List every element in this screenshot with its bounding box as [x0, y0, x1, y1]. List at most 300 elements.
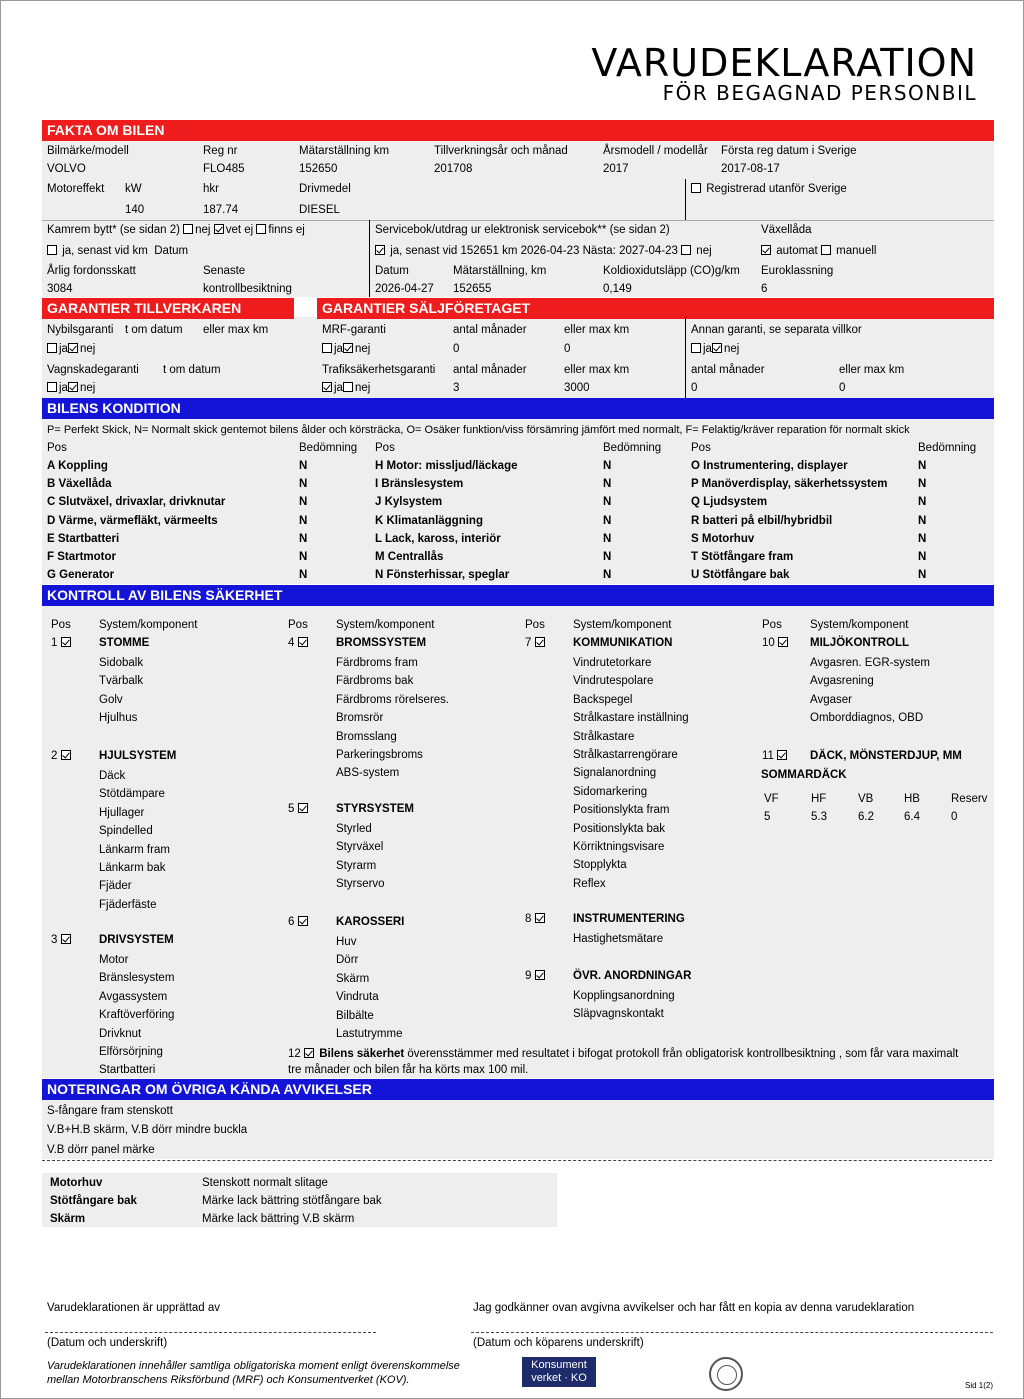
label-ellermax: eller max km	[564, 324, 630, 336]
safety-pos-number: 8	[525, 913, 532, 925]
value-model: VOLVO	[47, 163, 86, 175]
kondition-legend: P= Perfekt Skick, N= Normalt skick gentemot bilens ålder och körsträcka, O= Osäker funktion/viss försämring jämfört med normalt, F= Felaktig/kräver reparation för normalt skick	[47, 424, 910, 436]
condition-item: T Stötfångare fram	[691, 551, 794, 563]
sys-label: System/komponent	[573, 619, 672, 631]
signature-line-seller[interactable]	[45, 1332, 376, 1333]
value-arsmodell: 2017	[603, 163, 629, 175]
konsumentverket-logo	[522, 1357, 596, 1387]
value-co2: 0,149	[603, 283, 632, 295]
condition-value: N	[603, 496, 612, 508]
service-row	[375, 244, 712, 258]
safety-pos-number: 9	[525, 970, 532, 982]
safety-pos	[51, 933, 73, 947]
label-servicebok: Servicebok/utdrag ur elektronisk servicebok** (se sidan 2)	[375, 224, 670, 236]
condition-item: B Växellåda	[47, 478, 112, 490]
doc-subtitle: FÖR BEGAGNAD PERSONBIL	[662, 81, 977, 105]
label-nybil: Nybilsgaranti	[47, 324, 114, 336]
nybil-ja-checkbox[interactable]	[47, 343, 57, 353]
safety-component: Avgasren. EGR-system	[810, 657, 930, 669]
label-reg: Reg nr	[203, 145, 238, 157]
label-tom: t om datum	[125, 324, 183, 336]
condition-value: N	[299, 569, 308, 581]
safety-component: Hjullager	[99, 807, 145, 819]
condition-item: D Värme, värmefläkt, värmeelts	[47, 515, 218, 527]
safety-component: Bilbälte	[336, 1010, 374, 1022]
manuell-label: manuell	[836, 245, 877, 257]
safety-component: Parkeringsbroms	[336, 749, 423, 761]
safety-component: Strålkastare inställning	[573, 712, 689, 724]
safety-component: Färdbroms rörelseres.	[336, 694, 450, 706]
p12-text2: tre månader och bilen får ha körts max 100 mil.	[288, 1064, 529, 1076]
mrf-seal-icon	[709, 1357, 743, 1391]
safety-group-title: BROMSSYSTEM	[336, 637, 427, 649]
safety-component: Motor	[99, 954, 129, 966]
value-hkr: 187.74	[203, 204, 239, 216]
pos-label: Pos	[47, 442, 67, 454]
label-effekt: Motoreffekt	[47, 183, 105, 195]
sommar-label: SOMMARDÄCK	[761, 769, 847, 781]
page-number: Sid 1(2)	[965, 1381, 994, 1390]
value-mrf-km: 0	[564, 343, 571, 355]
safety-pos-number: 1	[51, 637, 58, 649]
value-annan-man: 0	[691, 382, 698, 394]
safety-component: Styrled	[336, 823, 372, 835]
service-ja-checkbox[interactable]	[375, 245, 385, 255]
label-model: Bilmärke/modell	[47, 145, 129, 157]
p12-checkbox[interactable]	[304, 1048, 314, 1058]
mrf-checkboxes	[322, 342, 370, 356]
safety-component: ABS-system	[336, 767, 400, 779]
condition-value: N	[299, 533, 308, 545]
tyre-value: 6.2	[858, 811, 874, 823]
safety-component: Vindruta	[336, 991, 379, 1003]
safety-pos-number: 4	[288, 637, 295, 649]
value-km2: 152655	[453, 283, 492, 295]
label-ellermax: eller max km	[564, 364, 630, 376]
sys-label: System/komponent	[99, 619, 198, 631]
safety-component: Bromsslang	[336, 731, 397, 743]
kamrem-row	[47, 223, 305, 237]
condition-value: N	[299, 496, 308, 508]
noteringar-header: NOTERINGAR OM ÖVRIGA KÄNDA AVVIKELSER	[42, 1079, 994, 1100]
label-drivmedel: Drivmedel	[299, 183, 351, 195]
safety-pos-number: 7	[525, 637, 532, 649]
safety-component: Fjäder	[99, 880, 132, 892]
condition-item: P Manöverdisplay, säkerhetssystem	[691, 478, 888, 490]
label-tom2: t om datum	[163, 364, 221, 376]
safety-component: Tvärbalk	[99, 675, 144, 687]
kamrem-vetej-label: vet ej	[225, 224, 254, 236]
garanti-salj-header: GARANTIER SÄLJFÖRETAGET	[317, 298, 994, 319]
safety-component: Drivknut	[99, 1028, 142, 1040]
safety-checkbox[interactable]	[778, 637, 788, 647]
bed-label: Bedömning	[603, 442, 662, 454]
bed-label: Bedömning	[299, 442, 358, 454]
pos-label: Pos	[375, 442, 395, 454]
safety-pos	[51, 749, 73, 763]
kamrem-vetej-checkbox[interactable]	[214, 224, 224, 234]
divider	[685, 179, 686, 220]
safety-pos	[525, 969, 547, 983]
value-kw: 140	[125, 204, 145, 216]
safety-pos	[525, 912, 547, 926]
safety-group-title: ÖVR. ANORDNINGAR	[573, 970, 692, 982]
utanfor-label: Registrerad utanför Sverige	[706, 183, 847, 195]
condition-value: N	[918, 551, 927, 563]
safety-group-title: DÄCK, MÖNSTERDJUP, MM	[810, 750, 962, 762]
condition-item: A Koppling	[47, 460, 108, 472]
safety-component: Golv	[99, 694, 123, 706]
tyre-value: 6.4	[904, 811, 920, 823]
label-tillv: Tillverkningsår och månad	[434, 145, 568, 157]
safety-pos	[762, 636, 790, 650]
pos-label: Pos	[288, 619, 308, 631]
safety-component: Startbatteri	[99, 1064, 156, 1076]
safety-pos	[288, 802, 310, 816]
condition-value: N	[603, 515, 612, 527]
kamrem-datum-label: Datum	[154, 245, 189, 257]
safety-pos	[51, 636, 73, 650]
note-row-text: Stenskott normalt slitage	[202, 1177, 328, 1189]
label-euro: Euroklassning	[761, 265, 834, 277]
p12-row	[288, 1047, 958, 1061]
condition-item: N Fönsterhissar, speglar	[375, 569, 510, 581]
safety-component: Positionslykta bak	[573, 823, 666, 835]
nej-label: nej	[723, 343, 740, 355]
condition-item: F Startmotor	[47, 551, 116, 563]
value-reg: FLO485	[203, 163, 245, 175]
vagn-ja-checkbox[interactable]	[47, 382, 57, 392]
nej-label: nej	[79, 382, 96, 394]
safety-pos-number: 6	[288, 916, 295, 928]
safety-checkbox[interactable]	[535, 970, 545, 980]
condition-value: N	[918, 496, 927, 508]
condition-value: N	[603, 533, 612, 545]
safety-checkbox[interactable]	[298, 637, 308, 647]
label-datum2: Datum	[375, 265, 409, 277]
safety-component: Avgasrening	[810, 675, 874, 687]
p12-bold: Bilens säkerhet	[319, 1048, 405, 1060]
condition-value: N	[918, 478, 927, 490]
nej-label: nej	[354, 343, 371, 355]
safety-pos	[288, 915, 310, 929]
value-forsta: 2017-08-17	[721, 163, 780, 175]
kamrem-finnsej-checkbox[interactable]	[256, 224, 266, 234]
safety-component: Kraftöverföring	[99, 1009, 175, 1021]
value-annan-km: 0	[839, 382, 846, 394]
automat-label: automat	[776, 245, 818, 257]
safety-component: Släpvagnskontakt	[573, 1008, 664, 1020]
condition-item: H Motor: missljud/läckage	[375, 460, 518, 472]
safety-component: Hastighetsmätare	[573, 933, 664, 945]
sign2-label: (Datum och köparens underskrift)	[473, 1337, 644, 1349]
vagn-nej-checkbox[interactable]	[68, 382, 78, 392]
kamrem-nej-label: nej	[195, 224, 211, 236]
safety-component: Strålkastare	[573, 731, 635, 743]
tyre-value: 0	[951, 811, 958, 823]
label-ellermax2: eller max km	[839, 364, 905, 376]
label-kw: kW	[125, 183, 142, 195]
label-vagn: Vagnskadegaranti	[47, 364, 139, 376]
ja-label: ja	[59, 343, 68, 355]
note-row-label: Motorhuv	[50, 1177, 103, 1189]
safety-group-title: STYRSYSTEM	[336, 803, 414, 815]
condition-item: R batteri på elbil/hybridbil	[691, 515, 833, 527]
value-trafik-km: 3000	[564, 382, 590, 394]
label-km: Mätarställning km	[299, 145, 390, 157]
label-co2: Koldioxidutsläpp (CO)g/km	[603, 265, 740, 277]
label-antal: antal månader	[453, 324, 527, 336]
safety-component: Vindrutespolare	[573, 675, 654, 687]
pos-label: Pos	[525, 619, 545, 631]
value-trafik-man: 3	[453, 382, 460, 394]
note-line: V.B dörr panel märke	[47, 1144, 155, 1156]
label-mrf: MRF-garanti	[322, 324, 386, 336]
safety-pos	[288, 636, 310, 650]
nybil-nej-checkbox[interactable]	[68, 343, 78, 353]
disclaimer: mellan Motorbranschens Riksförbund (MRF) och Konsumentverket (KOV).	[47, 1374, 410, 1386]
safety-component: Däck	[99, 770, 126, 782]
kondition-header: BILENS KONDITION	[42, 398, 994, 419]
safety-group-title: HJULSYSTEM	[99, 750, 177, 762]
automat-checkbox[interactable]	[761, 245, 771, 255]
safety-component: Elförsörjning	[99, 1046, 163, 1058]
label-forsta: Första reg datum i Sverige	[721, 145, 857, 157]
row-divider	[42, 220, 994, 221]
mrf-nej-checkbox[interactable]	[343, 343, 353, 353]
safety-checkbox[interactable]	[61, 750, 71, 760]
safety-component: Styrservo	[336, 878, 385, 890]
safety-component: Avgaser	[810, 694, 852, 706]
divider	[369, 220, 370, 297]
condition-value: N	[918, 460, 927, 472]
sys-label: System/komponent	[336, 619, 435, 631]
garanti-tillv-header: GARANTIER TILLVERKAREN	[42, 298, 294, 319]
sys-label: System/komponent	[810, 619, 909, 631]
safety-checkbox[interactable]	[777, 750, 787, 760]
label-skatt: Årlig fordonsskatt	[47, 265, 136, 277]
kamrem-ja-label: ja, senast vid km	[62, 245, 148, 257]
note-line: V.B+H.B skärm, V.B dörr mindre buckla	[47, 1124, 248, 1136]
tyre-head: Reserv	[951, 793, 988, 805]
safety-group-title: DRIVSYSTEM	[99, 934, 174, 946]
tyre-value: 5	[764, 811, 771, 823]
safety-component: Omborddiagnos, OBD	[810, 712, 924, 724]
condition-item: L Lack, kaross, interiör	[375, 533, 501, 545]
safety-component: Strålkastarrengörare	[573, 749, 678, 761]
safety-checkbox[interactable]	[535, 637, 545, 647]
kamrem-finnsej-label: finns ej	[268, 224, 305, 236]
safety-component: Sidobalk	[99, 657, 144, 669]
trafik-ja-checkbox[interactable]	[322, 382, 332, 392]
pos-label: Pos	[51, 619, 71, 631]
condition-item: S Motorhuv	[691, 533, 755, 545]
kamrem-label: Kamrem bytt* (se sidan 2)	[47, 224, 180, 236]
safety-pos-number: 3	[51, 934, 58, 946]
safety-component: Fjäderfäste	[99, 899, 157, 911]
pos-label: Pos	[762, 619, 782, 631]
value-mrf-man: 0	[453, 343, 460, 355]
safety-component: Reflex	[573, 878, 606, 890]
condition-value: N	[299, 551, 308, 563]
note-separator	[42, 1160, 992, 1161]
ja-label: ja	[703, 343, 712, 355]
safety-component: Bränslesystem	[99, 972, 175, 984]
kamrem-ja-row	[47, 244, 188, 258]
condition-value: N	[603, 551, 612, 563]
value-tillv: 201708	[434, 163, 473, 175]
upprattad-label: Varudeklarationen är upprättad av	[47, 1302, 221, 1314]
safety-checkbox[interactable]	[298, 803, 308, 813]
condition-item: G Generator	[47, 569, 115, 581]
note-line: S-fångare fram stenskott	[47, 1105, 173, 1117]
safety-checkbox[interactable]	[535, 913, 545, 923]
note-row-text: Märke lack bättring V.B skärm	[202, 1213, 355, 1225]
label-antal2: antal månader	[691, 364, 765, 376]
condition-item: M Centrallås	[375, 551, 444, 563]
safety-component: Backspegel	[573, 694, 633, 706]
value-drivmedel: DIESEL	[299, 204, 340, 216]
label-vaxel: Växellåda	[761, 224, 812, 236]
doc-title: VARUDEKLARATION	[591, 41, 977, 85]
label-km2: Mätarställning, km	[453, 265, 547, 277]
sign1-label: (Datum och underskrift)	[47, 1337, 168, 1349]
value-km: 152650	[299, 163, 338, 175]
ja-label: ja	[334, 343, 343, 355]
checkbox-icon[interactable]	[691, 183, 701, 193]
safety-component: Länkarm bak	[99, 862, 166, 874]
tyre-head: HF	[811, 793, 827, 805]
manuell-checkbox[interactable]	[821, 245, 831, 255]
safety-component: Sidomarkering	[573, 786, 648, 798]
safety-component: Färdbroms fram	[336, 657, 418, 669]
ja-label: ja	[334, 382, 343, 394]
service-nej-checkbox[interactable]	[681, 245, 691, 255]
safety-component: Kopplingsanordning	[573, 990, 675, 1002]
annan-nej-checkbox[interactable]	[712, 343, 722, 353]
mrf-ja-checkbox[interactable]	[322, 343, 332, 353]
condition-item: C Slutväxel, drivaxlar, drivknutar	[47, 496, 226, 508]
safety-group-title: INSTRUMENTERING	[573, 913, 685, 925]
safety-component: Hjulhus	[99, 712, 138, 724]
condition-item: Q Ljudsystem	[691, 496, 768, 508]
divider	[685, 317, 686, 398]
safety-group-title: MILJÖKONTROLL	[810, 637, 910, 649]
vaxel-row	[761, 244, 876, 258]
vagn-checkboxes	[47, 381, 95, 395]
value-datum2: 2026-04-27	[375, 283, 434, 295]
note-row-text: Märke lack bättring stötfångare bak	[202, 1195, 382, 1207]
p12-num: 12	[288, 1048, 301, 1060]
trafik-nej-checkbox[interactable]	[343, 382, 353, 392]
condition-value: N	[299, 478, 308, 490]
label-hkr: hkr	[203, 183, 219, 195]
sakerhet-header: KONTROLL AV BILENS SÄKERHET	[42, 585, 994, 606]
condition-value: N	[918, 569, 927, 581]
kamrem-nej-checkbox[interactable]	[183, 224, 193, 234]
tyre-head: HB	[904, 793, 920, 805]
safety-component: Huv	[336, 936, 357, 948]
label-kontroll: kontrollbesiktning	[203, 283, 292, 295]
safety-component: Positionslykta fram	[573, 804, 670, 816]
condition-value: N	[299, 515, 308, 527]
label-senaste: Senaste	[203, 265, 246, 277]
bed-label: Bedömning	[918, 442, 977, 454]
safety-component: Stopplykta	[573, 859, 627, 871]
safety-checkbox[interactable]	[61, 934, 71, 944]
note-row-label: Skärm	[50, 1213, 86, 1225]
condition-item: K Klimatanläggning	[375, 515, 483, 527]
safety-pos-number: 5	[288, 803, 295, 815]
nej-label: nej	[79, 343, 96, 355]
safety-component: Styrarm	[336, 860, 377, 872]
condition-item: E Startbatteri	[47, 533, 120, 545]
ja-label: ja	[59, 382, 68, 394]
utanfor-checkbox-row[interactable]	[691, 182, 847, 196]
signature-line-buyer[interactable]	[471, 1332, 993, 1333]
safety-component: Körriktningsvisare	[573, 841, 665, 853]
safety-component: Styrväxel	[336, 841, 384, 853]
safety-component: Signalanordning	[573, 767, 657, 779]
safety-group-title: KAROSSERI	[336, 916, 405, 928]
condition-item: U Stötfångare bak	[691, 569, 790, 581]
safety-group-title: KOMMUNIKATION	[573, 637, 673, 649]
logo-line: verket · KO	[531, 1372, 587, 1384]
p12-text: överensstämmer med resultatet i bifogat protokoll från obligatorisk kontrollbesiktning , som får vara maximalt	[404, 1048, 959, 1060]
value-skatt: 3084	[47, 283, 73, 295]
condition-value: N	[603, 460, 612, 472]
safety-component: Skärm	[336, 973, 370, 985]
nej-label: nej	[354, 382, 371, 394]
condition-value: N	[918, 533, 927, 545]
annan-ja-checkbox[interactable]	[691, 343, 701, 353]
safety-component: Stötdämpare	[99, 788, 165, 800]
safety-pos-number: 10	[762, 637, 775, 649]
tyre-value: 5.3	[811, 811, 827, 823]
condition-value: N	[299, 460, 308, 472]
safety-component: Vindrutetorkare	[573, 657, 652, 669]
pos-label: Pos	[691, 442, 711, 454]
safety-component: Lastutrymme	[336, 1028, 403, 1040]
safety-checkbox[interactable]	[298, 916, 308, 926]
tyre-head: VF	[764, 793, 779, 805]
safety-component: Länkarm fram	[99, 844, 170, 856]
note-row-label: Stötfångare bak	[50, 1195, 137, 1207]
safety-component: Bromsrör	[336, 712, 384, 724]
fakta-header: FAKTA OM BILEN	[42, 120, 994, 141]
disclaimer: Varudeklarationen innehåller samtliga obligatoriska moment enligt överenskommelse	[47, 1360, 460, 1372]
tyre-head: VB	[858, 793, 874, 805]
trafik-checkboxes	[322, 381, 370, 395]
condition-item: O Instrumentering, displayer	[691, 460, 848, 472]
label-arsmodell: Årsmodell / modellår	[603, 145, 708, 157]
safety-checkbox[interactable]	[61, 637, 71, 647]
safety-component: Avgassystem	[99, 991, 168, 1003]
condition-item: I Bränslesystem	[375, 478, 464, 490]
safety-component: Färdbroms bak	[336, 675, 414, 687]
safety-component: Spindelled	[99, 825, 153, 837]
service-value: ja, senast vid 152651 km 2026-04-23 Nästa: 2027-04-23	[390, 245, 678, 257]
value-euro: 6	[761, 283, 768, 295]
condition-value: N	[603, 569, 612, 581]
safety-component: Dörr	[336, 954, 359, 966]
nybil-checkboxes	[47, 342, 95, 356]
safety-pos-number: 11	[762, 750, 774, 762]
service-nej-label: nej	[696, 245, 712, 257]
label-ellermax: eller max km	[203, 324, 269, 336]
kamrem-ja-checkbox[interactable]	[47, 245, 57, 255]
label-trafik: Trafiksäkerhetsgaranti	[322, 364, 436, 376]
